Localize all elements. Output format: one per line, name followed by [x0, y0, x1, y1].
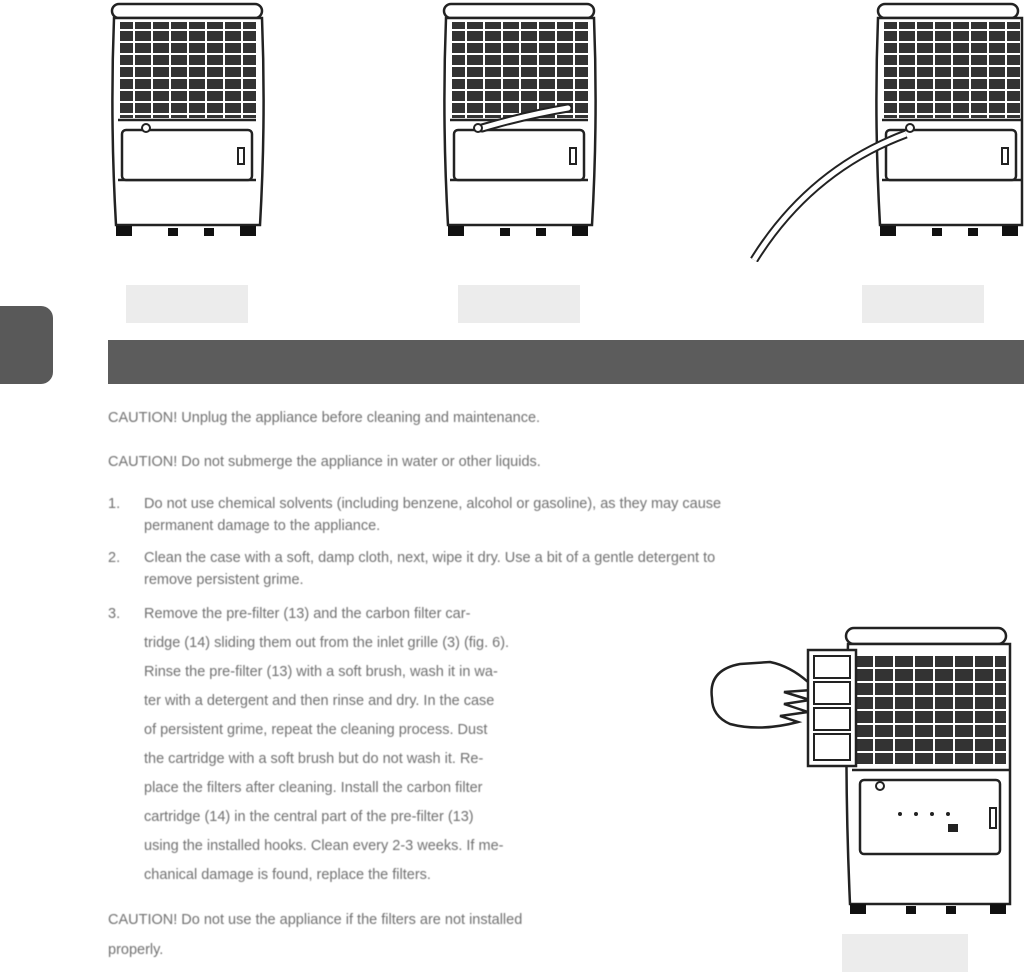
step-line: remove persistent grime. [144, 572, 304, 588]
hand-icon [712, 662, 812, 728]
step-line: ter with a detergent and then rinse and dry. In the case [144, 693, 495, 709]
figure-1-caption-box [126, 285, 248, 323]
step-number: 1. [108, 496, 121, 512]
step-line: using the installed hooks. Clean every 2-3 weeks. If me- [144, 838, 504, 854]
dehumidifier-figure-1 [104, 0, 272, 245]
step-line: of persistent grime, repeat the cleaning process. Dust [144, 722, 488, 738]
list-item [108, 548, 1024, 592]
chapter-side-tab [0, 306, 53, 384]
step-line: chanical damage is found, replace the filters. [144, 867, 431, 883]
caution-filters-cont: properly. [108, 942, 164, 958]
figure-4-caption-box [842, 934, 968, 972]
step-line: tridge (14) sliding them out from the inlet grille (3) (fig. 6). [144, 635, 510, 651]
step-line: the cartridge with a soft brush but do not wash it. Re- [144, 751, 484, 767]
dehumidifier-figure-2-drain-handle [436, 0, 604, 245]
caution-filters: CAUTION! Do not use the appliance if the filters are not installed [108, 912, 523, 928]
dehumidifier-figure-4-filter-removal [700, 620, 1024, 920]
caution-unplug: CAUTION! Unplug the appliance before cleaning and maintenance. [108, 410, 541, 426]
step-line: permanent damage to the appliance. [144, 518, 381, 534]
dehumidifier-figure-3-drain-hose [740, 0, 1024, 262]
step-line: Clean the case with a soft, damp cloth, next, wipe it dry. Use a bit of a gentle detergent to [144, 550, 716, 566]
list-item [108, 494, 1024, 538]
caution-submerge: CAUTION! Do not submerge the appliance in water or other liquids. [108, 454, 541, 470]
section-title-bar [108, 340, 1024, 384]
step-line: Rinse the pre-filter (13) with a soft brush, wash it in wa- [144, 664, 498, 680]
step-number: 3. [108, 606, 121, 622]
figure-3-caption-box [862, 285, 984, 323]
list-item [108, 604, 688, 894]
step-line: place the filters after cleaning. Install the carbon filter [144, 780, 483, 796]
step-line: Remove the pre-filter (13) and the carbon filter car- [144, 606, 471, 622]
figure-2-caption-box [458, 285, 580, 323]
step-line: Do not use chemical solvents (including benzene, alcohol or gasoline), as they may cause [144, 496, 722, 512]
step-line: cartridge (14) in the central part of the pre-filter (13) [144, 809, 474, 825]
step-number: 2. [108, 550, 121, 566]
